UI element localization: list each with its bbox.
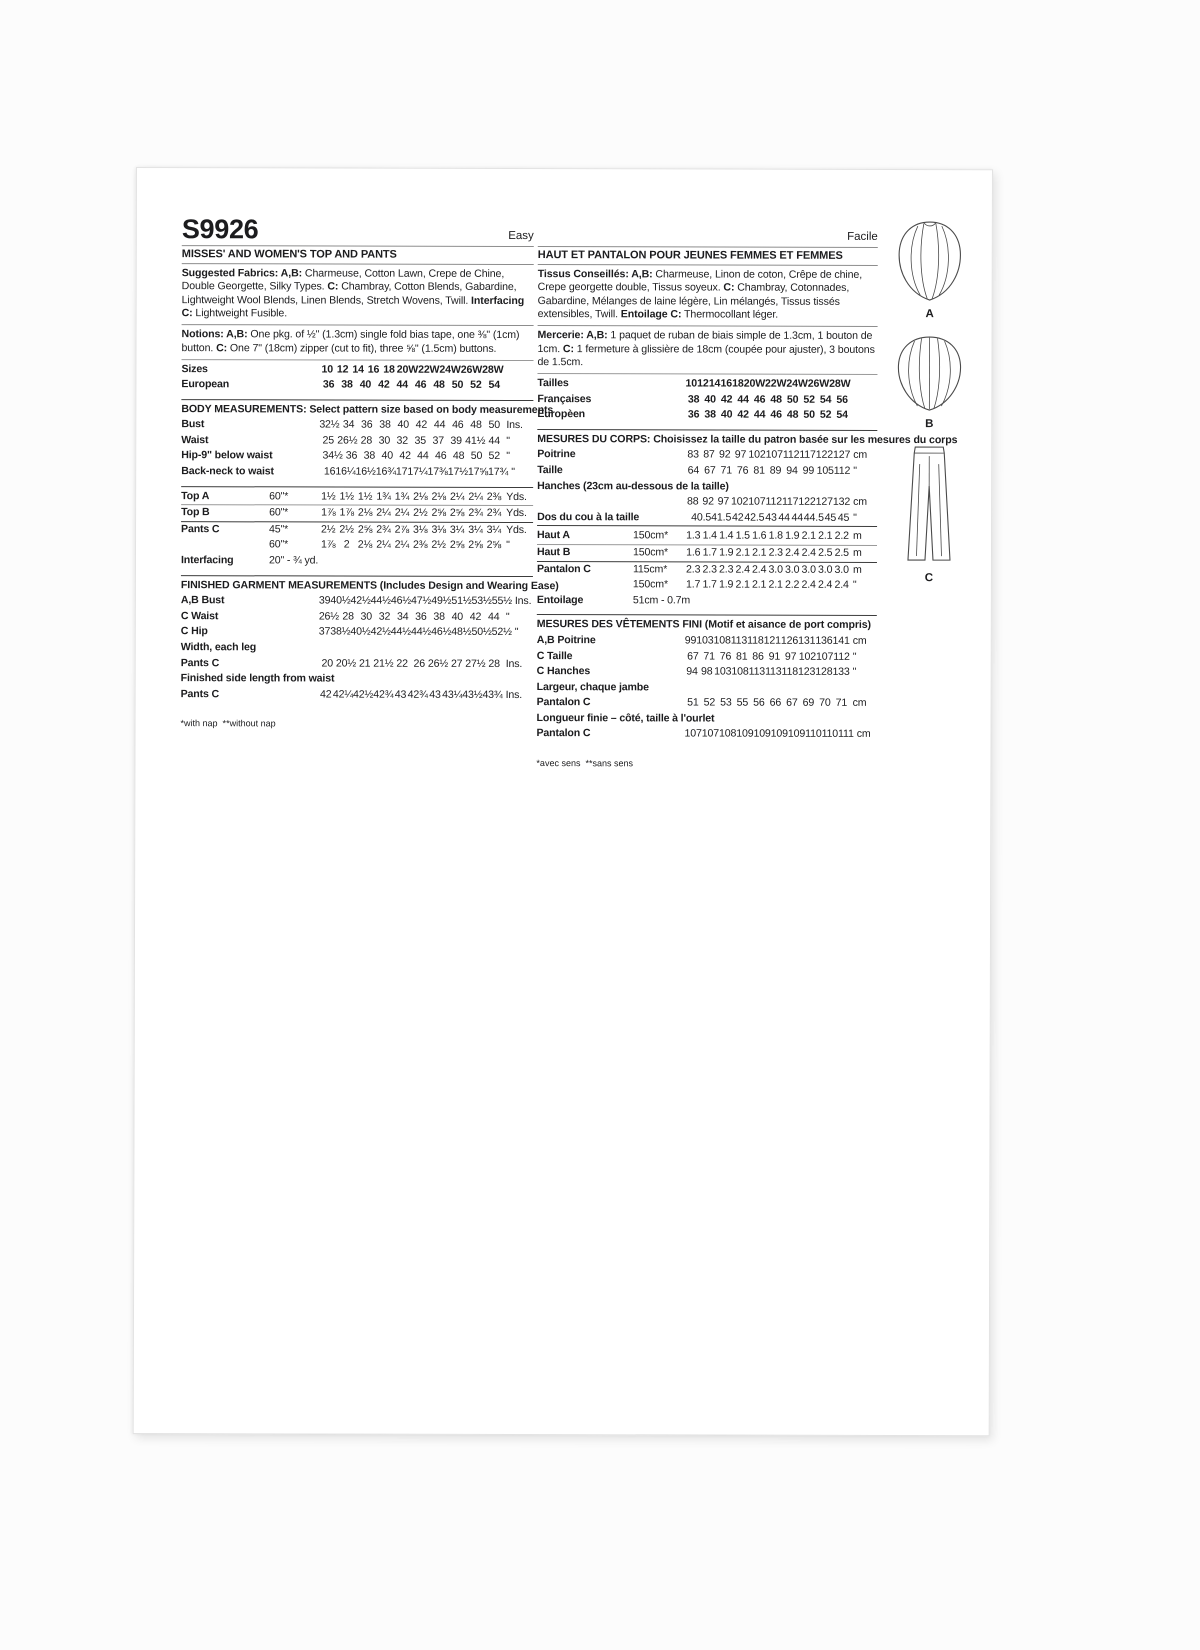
width-each-leg-label: Width, each leg [180,641,257,654]
c-waist-row: C Waist 26½ 28 30 32 34 36 38 40 42 44 " [180,609,510,623]
garment-b-label: B [925,418,934,431]
largeur-jambe-label: Largeur, chaque jambe [536,680,649,694]
c-taille-row: C Taille 67 71 76 81 86 91 97 102 107 112 " [536,649,857,663]
mesures-du-corps-header: MESURES DU CORPS: Choisissez la taille du patron basée sur les mesures du corps [537,429,877,448]
pantalon-c-longueur-row: Pantalon C 107 107 108 109 109 109 109 110 110 111 cm [536,727,871,741]
nap-footnote-en: *with nap **without nap [180,718,276,729]
poitrine-row: Poitrine 83 87 92 97 102 107 112 117 122 127 cm [537,448,868,462]
mercerie-paragraph: Mercerie: A,B: 1 paquet de ruban de biais simple de 1.3cm, 1 bouton de 1cm. C: 1 fermeture à glissière de 18cm (coupée pour ajuster), 3 boutons de 1.5cm. [537,329,875,369]
europeen-row: Europèen 36 38 40 42 44 46 48 50 52 54 [537,408,848,422]
francaises-row: Françaises 38 40 42 44 46 48 50 52 54 56 [537,392,848,406]
pattern-number: S9926 [181,214,259,245]
hip-row: Hip-9" below waist 34½ 36 38 40 42 44 46 48 50 52 " [181,449,510,463]
haut-a-row: Haut A 150cm* 1.3 1.4 1.4 1.5 1.6 1.8 1.9 2.1 2.1 2.2 m [537,525,877,544]
body-measurements-table-fr [537,429,958,526]
title-en: MISSES' AND WOMEN'S TOP AND PANTS [182,245,534,264]
tailles-row: Tailles 10 12 14 16 18 20W 22W 24W 26W 28W [537,373,877,392]
garment-a-figure [887,218,973,320]
garment-a-label: A [925,308,934,321]
pantalon-c-115-row: Pantalon C 115cm* 2.3 2.3 2.3 2.4 2.4 3.0 3.0 3.0 3.0 3.0 m [537,561,877,578]
side-length-label: Finished side length from waist [180,672,335,685]
dos-du-cou-row: Dos du cou à la taille 40.5 41.5 42 42.5 43 44 44 44.5 45 45 " [537,510,857,524]
ab-bust-row: A,B Bust 39 40½ 42½ 44½ 46½ 47½ 49½ 51½ 53½ 55½ Ins. [180,594,532,608]
english-column [180,212,559,729]
english-header-row [182,212,534,243]
pantalon-c-largeur-row: Pantalon C 51 52 53 55 56 66 67 69 70 71 cm [536,696,867,710]
title-fr: HAUT ET PANTALON POUR JEUNES FEMMES ET FEMMES [538,246,878,265]
waist-row: Waist 25 26½ 28 30 32 35 37 39 41½ 44 " [181,433,510,447]
garment-c-figure [886,444,972,584]
body-measurements-header: BODY MEASUREMENTS: Select pattern size based on body measurements [181,399,533,419]
finished-measurements-table-en [180,575,559,704]
interfacing-row: Interfacing 20" - ¾ yd. [180,554,319,567]
french-column [536,213,958,769]
back-neck-row: Back-neck to waist 16 16¼ 16½ 16¾ 17 17¼ 17⅜ 17½ 17⅝ 17¾ " [181,465,515,479]
haut-b-row: Haut B 150cm* 1.6 1.7 1.9 2.1 2.1 2.3 2.4 2.4 2.5 2.5 m [537,544,877,561]
bust-row: Bust 32½ 34 36 38 40 42 44 46 48 50 Ins. [181,418,523,432]
french-header-row [538,213,878,244]
suggested-fabrics-paragraph: Suggested Fabrics: A,B: Charmeuse, Cotton Lawn, Crepe de Chine, Double Georgette, Silky Types. C: Chambray, Cotton Blends, Gabardine, Lightweight Wool Blends, Linen Blends, Stretch Wovens, Twill. Interfacing C: Lightweight Fusible. [182,264,534,326]
longueur-finie-label: Longueur finie – côté, taille à l'ourlet [536,711,715,725]
taille-row: Taille 64 67 71 76 81 89 94 99 105 112 " [537,464,857,477]
pants-c-width-row: Pants C 20 20½ 21 21½ 22 26 26½ 27 27½ 28 Ins. [180,656,523,670]
difficulty-label-en: Easy [508,229,534,243]
difficulty-label-fr: Facile [847,230,878,243]
c-hanches-row: C Hanches 94 98 103 108 113 113 118 123 128 133 " [536,665,857,678]
entoilage-row: Entoilage 51cm - 0.7m [536,593,691,607]
pants-c-60-row: 60"* 1⅞ 2 2⅛ 2¼ 2¼ 2⅜ 2½ 2⅝ 2⅝ 2⅝ " [268,538,510,552]
yardage-table-en [181,486,533,570]
pants-c-length-row: Pants C 42 42¼ 42½ 42¾ 43 42¾ 43 43¼ 43½ 43¾ Ins. [180,687,523,701]
garment-figures-column [886,218,973,598]
pants-c-45-row: Pants C 45"* 2½ 2½ 2⅝ 2¾ 2⅞ 3⅛ 3⅛ 3¼ 3¼ 3¼ Yds. [181,521,533,539]
sizes-table-fr [537,373,877,424]
tissus-paragraph: Tissus Conseillés: A,B: Charmeuse, Linon de coton, Crêpe de chine, Crepe georgette double, Tissus soyeux. C: Chambray, Cotonnades, Gabardine, Mélanges de laine légère, Lin mélangés, Tissus tissés extensibles, Twill. Entoilage C: Thermocollant léger. [538,265,878,327]
ab-poitrine-row: A,B Poitrine 99 103 108 113 118 121 126 131 136 141 cm [536,633,867,647]
yardage-table-fr [537,525,877,609]
pattern-envelope-page [133,167,993,1436]
top-a-line-art-icon [893,218,967,304]
sizes-row: Sizes 10 12 14 16 18 20W 22W 24W 26W 28W [181,359,533,379]
garment-c-label: C [924,572,934,585]
finished-measurements-table-fr [536,614,876,743]
top-a-row: Top A 60"* 1½ 1½ 1½ 1¾ 1¾ 2⅛ 2⅛ 2¼ 2¼ 2⅜ Yds. [181,486,533,506]
top-b-line-art-icon [892,334,966,414]
hanches-label: Hanches (23cm au-dessous de la taille) [537,479,729,493]
sizes-table-en [181,359,533,394]
hanches-values-row: 88 92 97 102 107 112 117 122 127 132 cm [687,495,867,509]
notions-paragraph: Notions: A,B: One pkg. of ½" (1.3cm) single fold bias tape, one ⅜" (1cm) button. C: One 7" (18cm) zipper (cut to fit), three ⅝" (1.5cm) buttons. [181,328,520,355]
pants-c-line-art-icon [898,444,960,566]
european-row: European 36 38 40 42 44 46 48 50 52 54 [181,378,501,392]
body-measurements-table-en [181,399,554,481]
garment-b-figure [886,334,972,430]
c-hip-row: C Hip 37 38½ 40½ 42½ 44½ 44½ 46½ 48½ 50½ 52½ " [180,625,519,639]
mesures-vetements-fini-header: MESURES DES VÊTEMENTS FINI (Motif et aisance de port compris) [537,614,877,633]
top-b-row: Top B 60"* 1⅞ 1⅞ 2⅛ 2¼ 2¼ 2½ 2⅝ 2⅝ 2¾ 2¾ Yds. [181,504,533,522]
nap-footnote-fr: *avec sens **sans sens [536,758,634,769]
pantalon-c-150-row: 150cm* 1.7 1.7 1.9 2.1 2.1 2.1 2.2 2.4 2.4 2.4 " [632,578,857,592]
finished-garment-header: FINISHED GARMENT MEASUREMENTS (Includes Design and Wearing Ease) [181,575,533,595]
